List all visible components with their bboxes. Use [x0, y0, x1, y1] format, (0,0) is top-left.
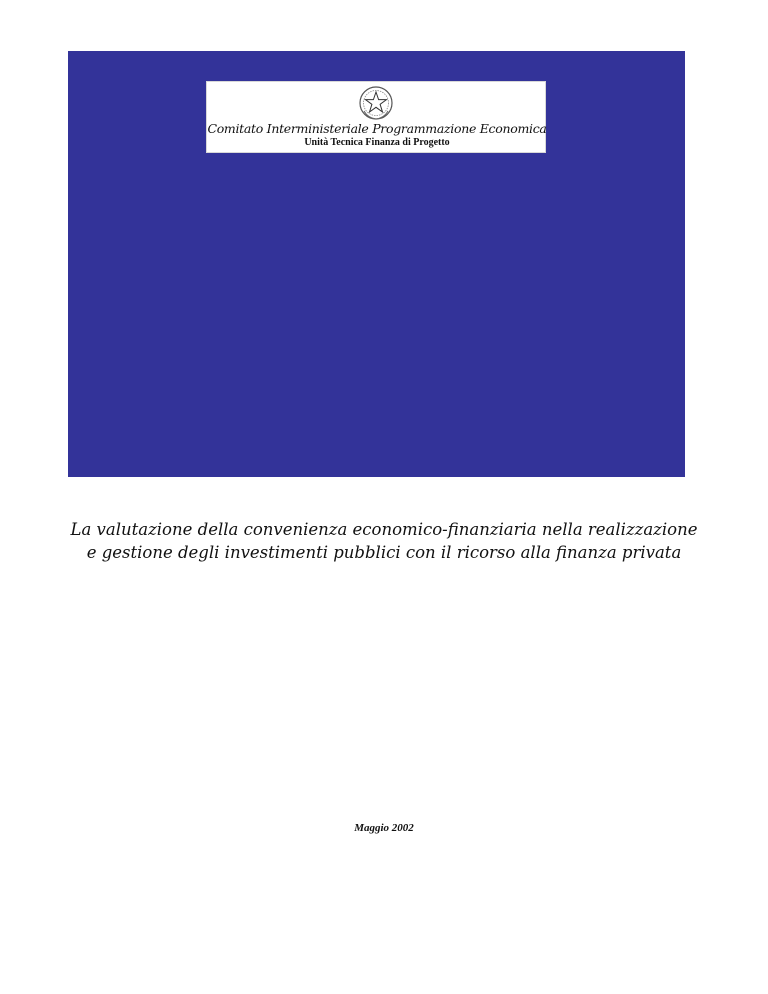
italian-republic-emblem-icon	[358, 85, 394, 121]
document-title: La valutazione della convenienza economico-finanziaria nella realizzazione e gestione degli investimenti pubblici con il ricorso alla finanza privata	[70, 520, 698, 562]
cipe-logo	[206, 81, 546, 153]
unit-name: Unità Tecnica Finanza di Progetto	[304, 137, 450, 148]
committee-name: Comitato Interministeriale Programmazione Economica	[207, 121, 547, 136]
document-date: Maggio 2002	[354, 822, 414, 834]
